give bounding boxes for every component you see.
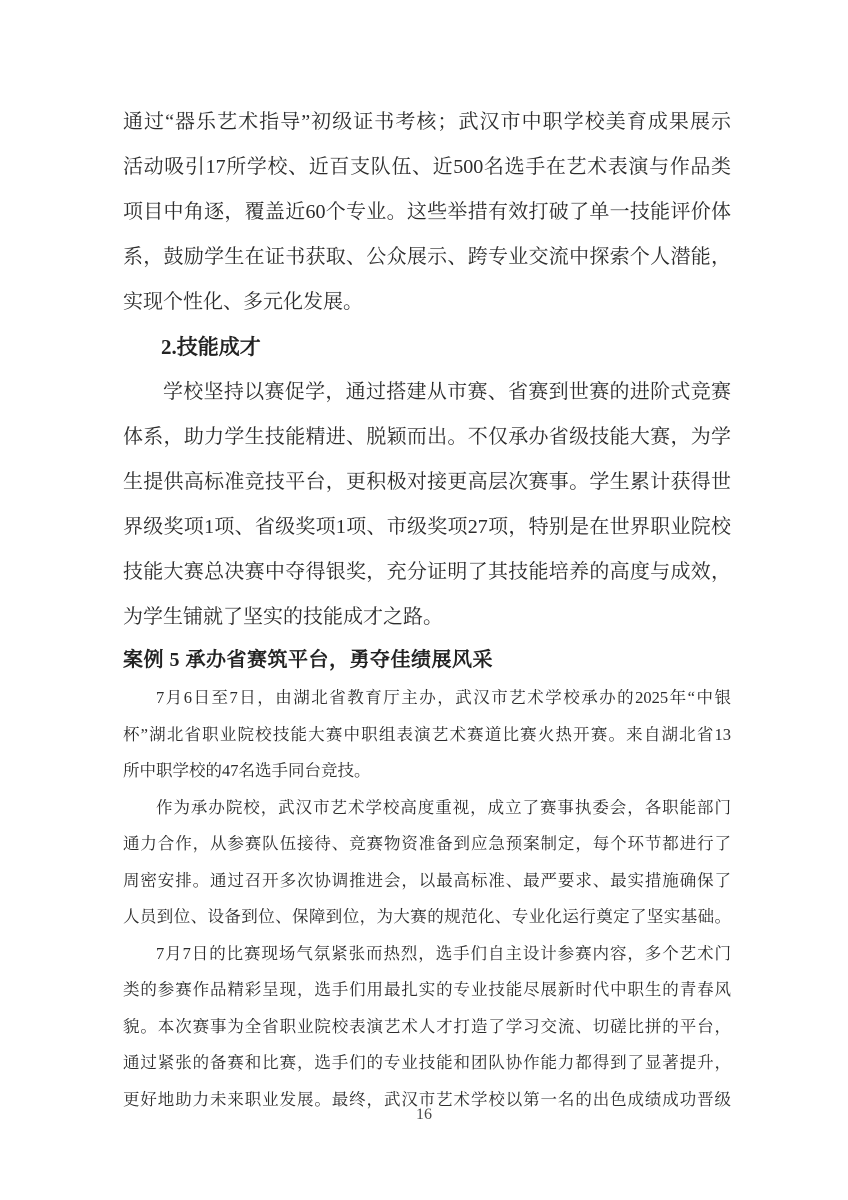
case-paragraph-opening <box>123 680 731 790</box>
case-paragraph-competition-day <box>123 936 731 1119</box>
text-line: 实现个性化、多元化发展。 <box>123 291 363 313</box>
text-line: 貌。本次赛事为全省职业院校表演艺术人才打造了学习交流、切磋比拼的平台， <box>123 1016 731 1036</box>
text-line: 为学生铺就了坚实的技能成才之路。 <box>123 606 443 628</box>
text-line: 作为承办院校，武汉市艺术学校高度重视，成立了赛事执委会，各职能部门 <box>156 797 731 817</box>
text-line: 所中职学校的47名选手同台竞技。 <box>123 761 371 780</box>
text-line: 周密安排。通过召开多次协调推进会，以最高标准、最严要求、最实措施确保了 <box>123 870 731 890</box>
text-line: 系，鼓励学生在证书获取、公众展示、跨专业交流中探索个人潜能， <box>123 246 731 268</box>
paragraph-certificate-results <box>123 100 731 325</box>
text-line: 体系，助力学生技能精进、脱颖而出。不仅承办省级技能大赛，为学 <box>123 426 731 448</box>
text-line: 生提供高标准竞技平台，更积极对接更高层次赛事。学生累计获得世 <box>123 471 731 493</box>
text-line: 技能大赛总决赛中夺得银奖，充分证明了其技能培养的高度与成效， <box>123 561 731 583</box>
text-line: 通力合作，从参赛队伍接待、竞赛物资准备到应急预案制定，每个环节都进行了 <box>123 834 731 853</box>
text-line: 杯”湖北省职业院校技能大赛中职组表演艺术赛道比赛火热开赛。来自湖北省13 <box>123 724 731 744</box>
text-line: 项目中角逐，覆盖近60个专业。这些举措有效打破了单一技能评价体 <box>123 201 731 223</box>
text-line: 7月6日至7日，由湖北省教育厅主办，武汉市艺术学校承办的2025年“中银 <box>156 688 731 707</box>
text-line: 人员到位、设备到位、保障到位，为大赛的规范化、专业化运行奠定了坚实基础。 <box>123 907 731 926</box>
heading-skill-success: 2.技能成才 <box>161 335 261 359</box>
text-line: 活动吸引17所学校、近百支队伍、近500名选手在艺术表演与作品类 <box>123 156 731 178</box>
text-line: 通过紧张的备赛和比赛，选手们的专业技能和团队协作能力都得到了显著提升， <box>123 1053 731 1072</box>
text-line: 7月7日的比赛现场气氛紧张而热烈，选手们自主设计参赛内容，多个艺术门 <box>156 943 731 963</box>
paragraph-competition-system <box>123 370 731 640</box>
text-line: 更好地助力未来职业发展。最终，武汉市艺术学校以第一名的出色成绩成功晋级 <box>123 1089 731 1109</box>
text-line: 通过“器乐艺术指导”初级证书考核；武汉市中职学校美育成果展示 <box>123 111 731 133</box>
text-line: 类的参赛作品精彩呈现，选手们用最扎实的专业技能尽展新时代中职生的青春风 <box>123 980 731 999</box>
text-line: 学校坚持以赛促学，通过搭建从市赛、省赛到世赛的进阶式竞赛 <box>163 381 731 403</box>
page-number: 16 <box>416 1106 432 1123</box>
text-line: 界级奖项1项、省级奖项1项、市级奖项27项，特别是在世界职业院校 <box>123 516 731 538</box>
case-paragraph-preparation <box>123 790 731 936</box>
heading-case-5: 案例 5 承办省赛筑平台，勇夺佳绩展风采 <box>123 649 493 671</box>
page-content <box>123 100 731 1118</box>
